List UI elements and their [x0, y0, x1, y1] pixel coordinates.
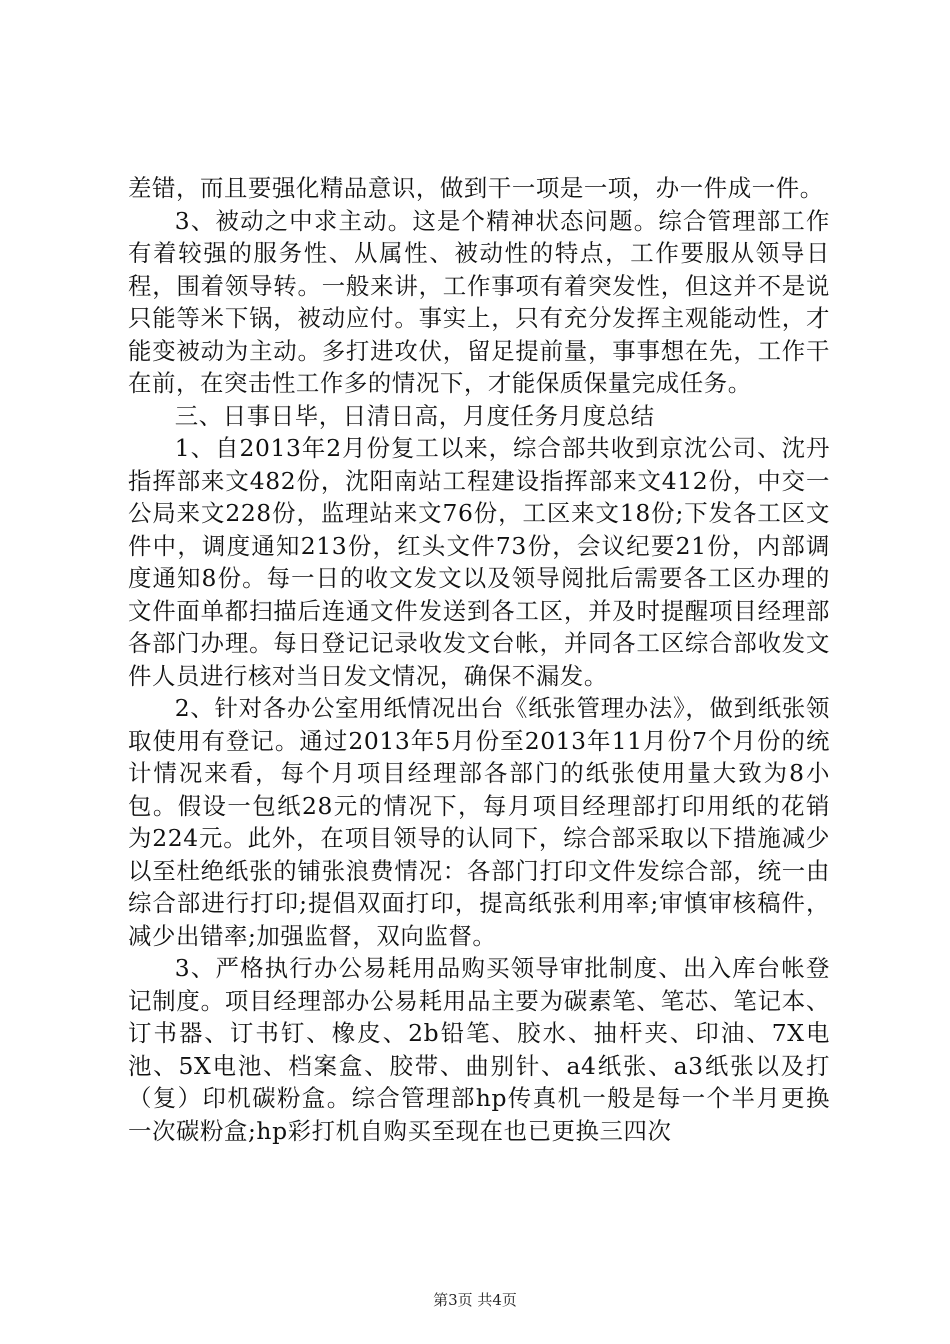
- document-body: [128, 172, 830, 1147]
- paragraph-paper-management: 2、针对各办公室用纸情况出台《纸张管理办法》，做到纸张领取使用有登记。通过2013年5月份至2013年11月份7个月份的统计情况来看，每个月项目经理部各部门的纸张使用量大致为8小包。假设一包纸28元的情况下，每月项目经理部打印用纸的花销为224元。此外，在项目领导的认同下，综合部采取以下措施减少以至杜绝纸张的铺张浪费情况：各部门打印文件发综合部，统一由综合部进行打印;提倡双面打印，提高纸张利用率;审慎审核稿件，减少出错率;加强监督，双向监督。: [128, 694, 830, 950]
- paragraph-continuation: 差错，而且要强化精品意识，做到干一项是一项，办一件成一件。: [128, 174, 824, 202]
- paragraph-document-stats: 1、自2013年2月份复工以来，综合部共收到京沈公司、沈丹指挥部来文482份，沈阳南站工程建设指挥部来文412份，中交一公局来文228份，监理站来文76份，工区来文18份;下发各工区文件中，调度通知213份，红头文件73份，会议纪要21份，内部调度通知8份。每一日的收文发文以及领导阅批后需要各工区办理的文件面单都扫描后连通文件发送到各工区，并及时提醒项目经理部各部门办理。每日登记记录收发文台帐，并同各工区综合部收发文件人员进行核对当日发文情况，确保不漏发。: [128, 434, 830, 690]
- paragraph-passive-to-active: 3、被动之中求主动。这是个精神状态问题。综合管理部工作有着较强的服务性、从属性、被动性的特点，工作要服从领导日程，围着领导转。一般来讲，工作事项有着突发性，但这并不是说只能等米下锅，被动应付。事实上，只有充分发挥主观能动性，才能变被动为主动。多打进攻伏，留足提前量，事事想在先，工作干在前，在突击性工作多的情况下，才能保质保量完成任务。: [128, 206, 830, 397]
- page-footer: 第3页 共4页: [433, 1291, 517, 1309]
- section-heading-three: 三、日事日毕，日清日高，月度任务月度总结: [174, 401, 655, 430]
- paragraph-office-supplies: 3、严格执行办公易耗用品购买领导审批制度、出入库台帐登记制度。项目经理部办公易耗用品主要为碳素笔、笔芯、笔记本、订书器、订书钉、橡皮、2b铅笔、胶水、抽杆夹、印油、7X电池、5X电池、档案盒、胶带、曲别针、a4纸张、a3纸张以及打（复）印机碳粉盒。综合管理部hp传真机一般是每一个半月更换一次碳粉盒;hp彩打机自购买至现在也已更换三四次: [128, 954, 830, 1145]
